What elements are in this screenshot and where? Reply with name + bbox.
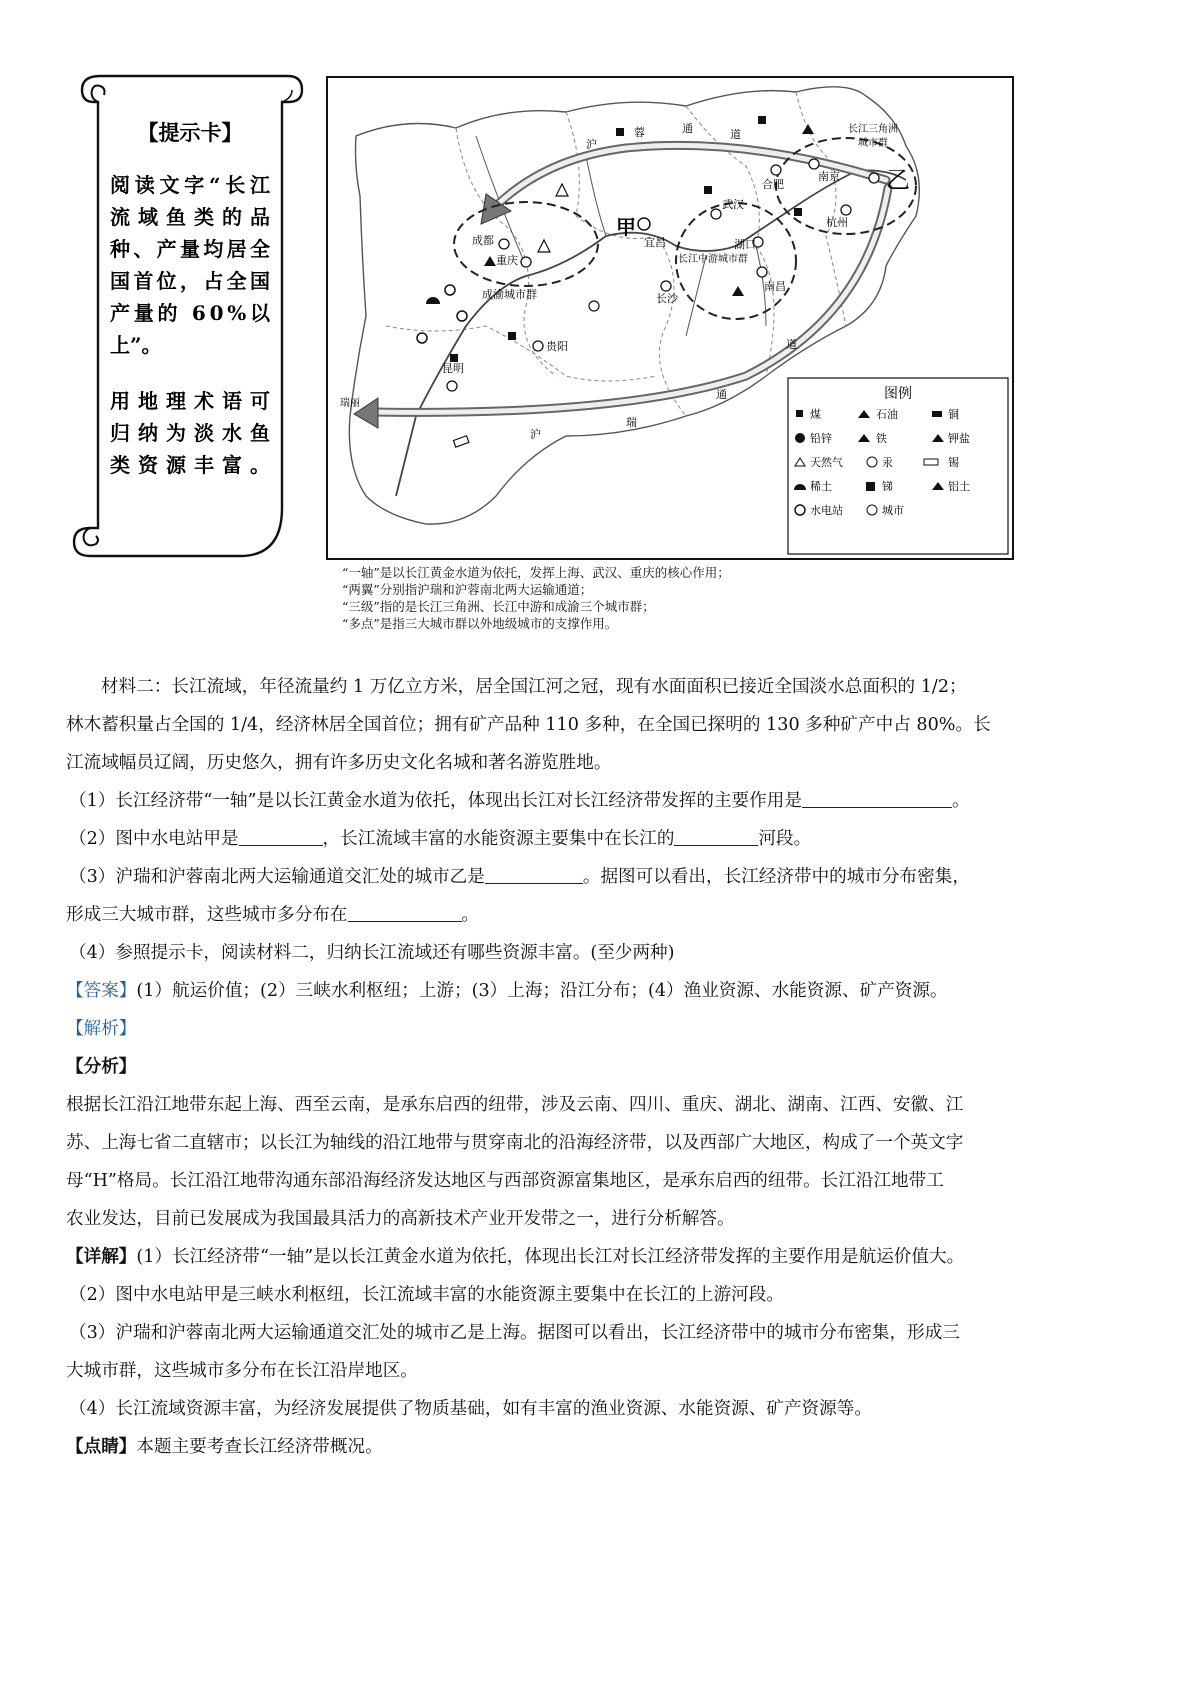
detail-line: 大城市群，这些城市多分布在长江沿岸地区。 xyxy=(66,1361,418,1381)
detail-label: 【详解】 xyxy=(66,1246,137,1267)
coal-symbol xyxy=(450,354,458,362)
question-4: （4）参照提示卡，阅读材料二，归纳长江流域还有哪些资源丰富。(至少两种) xyxy=(69,943,675,963)
material2-line: 江流域幅员辽阔，历史悠久，拥有许多历史文化名城和著名游览胜地。 xyxy=(66,753,612,773)
analysis-label: 【解析】 xyxy=(66,1019,137,1039)
place-kunming: 昆明 xyxy=(442,362,464,375)
label-yi: 乙 xyxy=(886,166,910,194)
place-nanjing: 南京 xyxy=(818,170,840,183)
fenxi-line: 根据长江沿江地带东起上海、西至云南，是承东启西的纽带，涉及云南、四川、重庆、湖北、湖南、江西、安徽、江 xyxy=(66,1095,964,1115)
hint-line: 归纳为淡水鱼 xyxy=(110,421,270,445)
answer-blank-2b[interactable] xyxy=(674,823,758,846)
corridor-char: 沪 xyxy=(530,428,541,441)
place-hukou: 湖口 xyxy=(734,238,756,251)
city-chongqing xyxy=(521,257,531,267)
legend-hydropower: 水电站 xyxy=(810,504,843,517)
caption-line: “一轴”是以长江黄金水道为依托，发挥上海、武汉、重庆的核心作用； xyxy=(342,565,730,580)
answer-text: (1）航运价值；(2）三峡水利枢纽；上游；(3）上海；沿江分布；(4）渔业资源、水能资源、矿产资源。 xyxy=(136,981,948,1001)
hint-line: 阅读文字“长江 xyxy=(110,173,270,197)
hint-line: 流域鱼类的品 xyxy=(110,205,270,229)
corridor-char: 通 xyxy=(682,122,693,135)
city-shanghai xyxy=(869,173,879,183)
legend-oil: 石油 xyxy=(876,408,898,421)
material2-line: 林木蓄积量占全国的 1/4，经济林居全国首位；拥有矿产品种 110 多种，在全国已探明的 130 多种矿产中占 80%。长 xyxy=(66,715,991,735)
corridor-char: 道 xyxy=(786,338,797,351)
hint-line: 产量的 60%以 xyxy=(110,301,270,325)
legend-iron: 铁 xyxy=(876,432,887,445)
city-wuhan xyxy=(711,209,721,219)
legend-mercury: 汞 xyxy=(882,456,893,469)
label-jia: 甲 xyxy=(616,215,636,239)
material2-line: 材料二：长江流域，年径流量约 1 万亿立方米，居全国江河之冠，现有水面面积已接近全国淡水总面积的 1/2； xyxy=(101,677,967,697)
hint-line: 国首位，占全国 xyxy=(110,269,270,293)
legend-bauxite: 铝土 xyxy=(948,480,970,493)
coal-symbol xyxy=(794,208,802,216)
legend-antimony: 锑 xyxy=(882,480,893,493)
legend-city: 城市 xyxy=(882,504,904,517)
corridor-char: 道 xyxy=(730,128,741,141)
answer-blank-2a[interactable] xyxy=(239,823,323,846)
city-hangzhou xyxy=(841,205,851,215)
city-nanchang xyxy=(757,267,767,277)
answer-label: 【答案】 xyxy=(66,981,137,1001)
corridor-char: 沪 xyxy=(586,138,597,151)
hint-line: 种、产量均居全 xyxy=(110,237,270,261)
hint-line: 用地理术语可 xyxy=(110,389,270,413)
answer-blank-1[interactable] xyxy=(802,785,952,808)
detail-line: （3）沪瑞和沪蓉南北两大运输通道交汇处的城市乙是上海。据图可以看出，长江经济带中的城市分布密集，形成三 xyxy=(69,1323,960,1343)
place-wuhan: 武汉 xyxy=(722,198,744,211)
question-3: （3）沪瑞和沪蓉南北两大运输通道交汇处的城市乙是 。据图可以看出，长江经济带中的城市分布密集， xyxy=(66,858,1144,896)
place-midreach: 长江中游城市群 xyxy=(678,254,748,265)
answer-line xyxy=(66,972,1144,1010)
place-hefei: 合肥 xyxy=(762,178,784,191)
city-guiyang xyxy=(533,341,543,351)
coal-symbol xyxy=(758,116,766,124)
legend-gas: 天然气 xyxy=(810,456,843,469)
coal-symbol xyxy=(508,332,516,340)
place-hangzhou: 杭州 xyxy=(826,216,848,229)
detail-line: （2）图中水电站甲是三峡水利枢纽，长江流域丰富的水能资源主要集中在长江的上游河段。 xyxy=(69,1285,784,1305)
caption-line: “两翼”分别指沪瑞和沪蓉南北两大运输通道； xyxy=(342,582,593,597)
caption-line: “三级”指的是长江三角洲、长江中游和成渝三个城市群； xyxy=(342,599,655,614)
question-body xyxy=(66,668,1144,1466)
scroll-outline xyxy=(60,68,310,568)
dianjing-label: 【点睛】 xyxy=(66,1436,137,1457)
map-legend xyxy=(788,378,1008,554)
place-delta: 城市群 xyxy=(858,138,888,149)
place-chongqing: 重庆 xyxy=(496,254,518,267)
corridor-char: 瑞 xyxy=(626,416,637,429)
caption-line: “多点”是指三大城市群以外地级城市的支撑作用。 xyxy=(342,616,618,631)
city-chengdu xyxy=(499,239,509,249)
detail-line: 【详解】(1）长江经济带“一轴”是以长江黄金水道为依托，体现出长江对长江经济带发挥的主要作用是航运价值大。 xyxy=(66,1246,965,1267)
hint-line: 类资源丰富。 xyxy=(110,453,270,477)
question-1: （1）长江经济带“一轴”是以长江黄金水道为依托，体现出长江对长江经济带发挥的主要作用是 。 xyxy=(66,782,1144,820)
fenxi-line: 母“H”格局。长江沿江地带沟通东部沿海经济发达地区与西部资源富集地区，是承东启西的纽带。长江沿江地带工 xyxy=(66,1171,944,1191)
hint-title: 【提示卡】 xyxy=(137,120,243,145)
city-nanjing xyxy=(809,159,819,169)
answer-blank-3a[interactable] xyxy=(485,861,583,884)
fenxi-label: 【分析】 xyxy=(66,1056,137,1077)
question-2: （2）图中水电站甲是 ，长江流域丰富的水能资源主要集中在长江的 河段。 xyxy=(66,820,1144,858)
legend-title: 图例 xyxy=(884,386,912,402)
dianjing-line: 【点睛】本题主要考查长江经济带概况。 xyxy=(66,1436,383,1457)
place-guiyang: 贵阳 xyxy=(546,340,568,353)
fenxi-line: 苏、上海七省二直辖市；以长江为轴线的沿江地带与贯穿南北的沿海经济带，以及西部广大地区，构成了一个英文字 xyxy=(66,1133,964,1153)
place-chengyu: 成渝城市群 xyxy=(482,288,537,301)
fenxi-line: 农业发达，目前已发展成为我国最具活力的高新技术产业开发带之一，进行分析解答。 xyxy=(66,1209,735,1229)
legend-rare-earth: 稀土 xyxy=(810,480,832,493)
corridor-char: 通 xyxy=(716,388,727,401)
hint-card xyxy=(60,68,310,568)
legend-potash: 钾盐 xyxy=(948,432,970,445)
legend-coal: 煤 xyxy=(810,408,821,421)
yangtze-economic-belt-map xyxy=(326,76,1014,560)
place-changsha: 长沙 xyxy=(656,292,678,305)
question-3-cont: 形成三大城市群，这些城市多分布在 。 xyxy=(66,896,1144,934)
legend-tin: 锡 xyxy=(948,456,959,469)
legend-lead-zinc: 铅锌 xyxy=(810,432,832,445)
detail-line: （4）长江流域资源丰富，为经济发展提供了物质基础，如有丰富的渔业资源、水能资源、矿产资源等。 xyxy=(69,1399,872,1419)
map-svg xyxy=(326,76,1014,560)
corridor-char: 蓉 xyxy=(634,126,645,139)
city-hefei xyxy=(771,165,781,175)
place-yichang: 宜昌 xyxy=(644,236,666,249)
legend-copper: 铜 xyxy=(948,408,959,421)
answer-blank-3b[interactable] xyxy=(348,899,462,922)
place-chengdu: 成都 xyxy=(472,234,494,247)
place-nanchang: 南昌 xyxy=(764,280,786,293)
map-caption xyxy=(342,564,1042,632)
city-kunming xyxy=(447,381,457,391)
hint-line: 上”。 xyxy=(110,333,162,357)
place-delta: 长江三角洲 xyxy=(848,124,898,135)
place-ruili: 瑞丽 xyxy=(340,398,360,409)
coal-symbol xyxy=(704,186,712,194)
city-changsha xyxy=(661,281,671,291)
coal-symbol xyxy=(616,128,624,136)
